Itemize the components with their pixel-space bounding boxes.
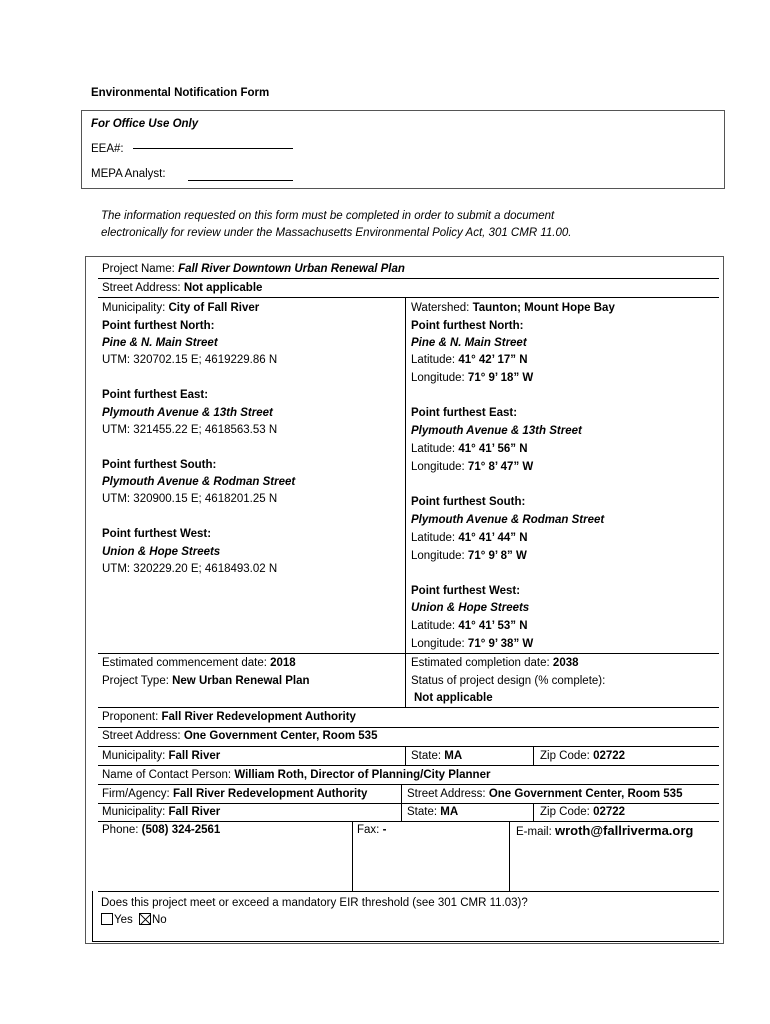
contact-zip-value: 02722 bbox=[593, 806, 626, 818]
latlon-east-lon bbox=[411, 459, 533, 475]
utm-west-heading: Point furthest West: bbox=[102, 528, 212, 540]
utm-north-heading: Point furthest North: bbox=[102, 320, 215, 332]
project-type-label: Project Type: bbox=[102, 675, 169, 687]
latitude-value: 41° 41’ 53” N bbox=[458, 620, 528, 632]
latlon-north-lon bbox=[411, 370, 533, 386]
utm-east-heading: Point furthest East: bbox=[102, 389, 209, 401]
rule bbox=[98, 297, 719, 298]
utm-east-street: Plymouth Avenue & 13th Street bbox=[102, 407, 273, 419]
project-street-value: Not applicable bbox=[183, 282, 263, 294]
latitude-value: 41° 41’ 44” N bbox=[458, 532, 528, 544]
column-divider bbox=[533, 746, 534, 765]
eea-field[interactable] bbox=[133, 148, 293, 149]
rule bbox=[98, 765, 719, 766]
design-status-value: Not applicable bbox=[414, 692, 493, 704]
fax-row bbox=[357, 822, 386, 838]
email-row bbox=[516, 823, 693, 840]
project-municipality-value: City of Fall River bbox=[168, 302, 260, 314]
completion-row bbox=[411, 655, 579, 671]
proponent-state-label: State: bbox=[411, 750, 442, 762]
intro-line-2: electronically for review under the Massachusetts Environmental Policy Act, 301 CMR 11.00. bbox=[101, 227, 572, 239]
email-label: E-mail: bbox=[516, 826, 552, 838]
contact-name-value: William Roth, Director of Planning/City Planner bbox=[234, 769, 491, 781]
column-divider bbox=[401, 784, 402, 821]
proponent-row bbox=[102, 709, 356, 725]
contact-state-label: State: bbox=[407, 806, 438, 818]
latlon-north-heading: Point furthest North: bbox=[411, 320, 524, 332]
longitude-value: 71° 9’ 8” W bbox=[467, 550, 527, 562]
latlon-south-lon bbox=[411, 548, 527, 564]
latlon-east-lat bbox=[411, 441, 528, 457]
commencement-value: 2018 bbox=[270, 657, 296, 669]
latlon-north-lat bbox=[411, 352, 528, 368]
column-divider bbox=[533, 803, 534, 821]
latitude-label: Latitude: bbox=[411, 620, 456, 632]
contact-street-value: One Government Center, Room 535 bbox=[488, 788, 683, 800]
proponent-state-row bbox=[411, 748, 462, 764]
project-type-row bbox=[102, 673, 310, 689]
contact-municipality-row bbox=[102, 804, 220, 820]
longitude-label: Longitude: bbox=[411, 372, 465, 384]
project-name-label: Project Name: bbox=[102, 263, 175, 275]
project-type-value: New Urban Renewal Plan bbox=[172, 675, 310, 687]
project-municipality-label: Municipality: bbox=[102, 302, 166, 314]
yes-label: Yes bbox=[114, 914, 133, 926]
latlon-south-street: Plymouth Avenue & Rodman Street bbox=[411, 514, 605, 526]
longitude-value: 71° 9’ 18” W bbox=[467, 372, 534, 384]
utm-south-heading: Point furthest South: bbox=[102, 459, 217, 471]
utm-south-street: Plymouth Avenue & Rodman Street bbox=[102, 476, 296, 488]
firm-label: Firm/Agency: bbox=[102, 788, 170, 800]
latitude-label: Latitude: bbox=[411, 532, 456, 544]
latlon-west-street: Union & Hope Streets bbox=[411, 602, 530, 614]
yes-checkbox[interactable] bbox=[101, 913, 113, 925]
column-divider bbox=[352, 821, 353, 891]
contact-municipality-value: Fall River bbox=[168, 806, 221, 818]
completion-value: 2038 bbox=[552, 657, 579, 669]
latlon-west-lon bbox=[411, 636, 533, 652]
proponent-zip-value: 02722 bbox=[593, 750, 626, 762]
column-divider bbox=[405, 746, 406, 765]
contact-zip-row bbox=[540, 804, 625, 820]
fax-value: - bbox=[382, 824, 387, 836]
latlon-east-street: Plymouth Avenue & 13th Street bbox=[411, 425, 582, 437]
utm-west-street: Union & Hope Streets bbox=[102, 546, 221, 558]
longitude-value: 71° 9’ 38” W bbox=[467, 638, 534, 650]
project-name-value: Fall River Downtown Urban Renewal Plan bbox=[178, 263, 405, 275]
proponent-zip-row bbox=[540, 748, 625, 764]
project-street-label: Street Address: bbox=[102, 282, 181, 294]
contact-name-row bbox=[102, 767, 490, 783]
rule bbox=[98, 784, 719, 785]
longitude-label: Longitude: bbox=[411, 461, 465, 473]
analyst-field[interactable] bbox=[188, 180, 293, 181]
contact-zip-label: Zip Code: bbox=[540, 806, 590, 818]
firm-row bbox=[102, 786, 367, 802]
proponent-municipality-label: Municipality: bbox=[102, 750, 166, 762]
latitude-label: Latitude: bbox=[411, 354, 456, 366]
contact-street-row bbox=[407, 786, 682, 802]
phone-label: Phone: bbox=[102, 824, 139, 836]
no-checkbox[interactable] bbox=[139, 913, 151, 925]
proponent-label: Proponent: bbox=[102, 711, 159, 723]
analyst-label: MEPA Analyst: bbox=[91, 168, 166, 180]
latitude-label: Latitude: bbox=[411, 443, 456, 455]
office-use-heading: For Office Use Only bbox=[91, 118, 199, 130]
phone-value: (508) 324-2561 bbox=[141, 824, 221, 836]
commencement-row bbox=[102, 655, 296, 671]
commencement-label: Estimated commencement date: bbox=[102, 657, 267, 669]
fax-label: Fax: bbox=[357, 824, 380, 836]
utm-north-coords: UTM: 320702.15 E; 4619229.86 N bbox=[102, 354, 278, 366]
latlon-west-lat bbox=[411, 618, 528, 634]
latitude-value: 41° 42’ 17” N bbox=[458, 354, 528, 366]
proponent-municipality-value: Fall River bbox=[168, 750, 221, 762]
latlon-south-lat bbox=[411, 530, 528, 546]
no-label: No bbox=[151, 914, 167, 926]
rule bbox=[98, 278, 719, 279]
intro-line-1: The information requested on this form must be completed in order to submit a document bbox=[101, 210, 555, 222]
contact-state-row bbox=[407, 804, 458, 820]
latlon-west-heading: Point furthest West: bbox=[411, 585, 521, 597]
contact-street-label: Street Address: bbox=[407, 788, 486, 800]
column-divider bbox=[405, 297, 406, 707]
utm-south-coords: UTM: 320900.15 E; 4618201.25 N bbox=[102, 493, 278, 505]
proponent-state-value: MA bbox=[444, 750, 463, 762]
latlon-south-heading: Point furthest South: bbox=[411, 496, 526, 508]
proponent-street-row bbox=[102, 728, 377, 744]
utm-north-street: Pine & N. Main Street bbox=[102, 337, 218, 349]
latitude-value: 41° 41’ 56” N bbox=[458, 443, 528, 455]
contact-municipality-label: Municipality: bbox=[102, 806, 166, 818]
proponent-street-label: Street Address: bbox=[102, 730, 181, 742]
rule bbox=[98, 746, 719, 747]
watershed-label: Watershed: bbox=[411, 302, 470, 314]
completion-label: Estimated completion date: bbox=[411, 657, 550, 669]
proponent-value: Fall River Redevelopment Authority bbox=[161, 711, 356, 723]
design-status-label: Status of project design (% complete): bbox=[411, 675, 606, 687]
proponent-zip-label: Zip Code: bbox=[540, 750, 590, 762]
eea-label: EEA#: bbox=[91, 143, 124, 155]
longitude-label: Longitude: bbox=[411, 550, 465, 562]
rule bbox=[98, 653, 719, 654]
column-divider bbox=[509, 821, 510, 891]
form-title: Environmental Notification Form bbox=[91, 87, 270, 99]
rule bbox=[98, 707, 719, 708]
proponent-street-value: One Government Center, Room 535 bbox=[183, 730, 378, 742]
longitude-label: Longitude: bbox=[411, 638, 465, 650]
eir-options bbox=[101, 912, 167, 928]
latlon-east-heading: Point furthest East: bbox=[411, 407, 518, 419]
project-municipality-row bbox=[102, 300, 259, 316]
phone-row bbox=[102, 822, 220, 838]
watershed-value: Taunton; Mount Hope Bay bbox=[472, 302, 615, 314]
utm-west-coords: UTM: 320229.20 E; 4618493.02 N bbox=[102, 563, 278, 575]
project-name-row bbox=[102, 261, 405, 277]
proponent-municipality-row bbox=[102, 748, 220, 764]
utm-east-coords: UTM: 321455.22 E; 4618563.53 N bbox=[102, 424, 278, 436]
project-street-row bbox=[102, 280, 262, 296]
watershed-row bbox=[411, 300, 615, 316]
eir-question: Does this project meet or exceed a mandatory EIR threshold (see 301 CMR 11.03)? bbox=[101, 897, 528, 909]
email-link[interactable]: wroth@fallriverma.org bbox=[554, 823, 694, 838]
contact-name-label: Name of Contact Person: bbox=[102, 769, 232, 781]
longitude-value: 71° 8’ 47” W bbox=[467, 461, 534, 473]
latlon-north-street: Pine & N. Main Street bbox=[411, 337, 527, 349]
office-use-box bbox=[81, 110, 725, 189]
firm-value: Fall River Redevelopment Authority bbox=[172, 788, 368, 800]
contact-state-value: MA bbox=[440, 806, 459, 818]
